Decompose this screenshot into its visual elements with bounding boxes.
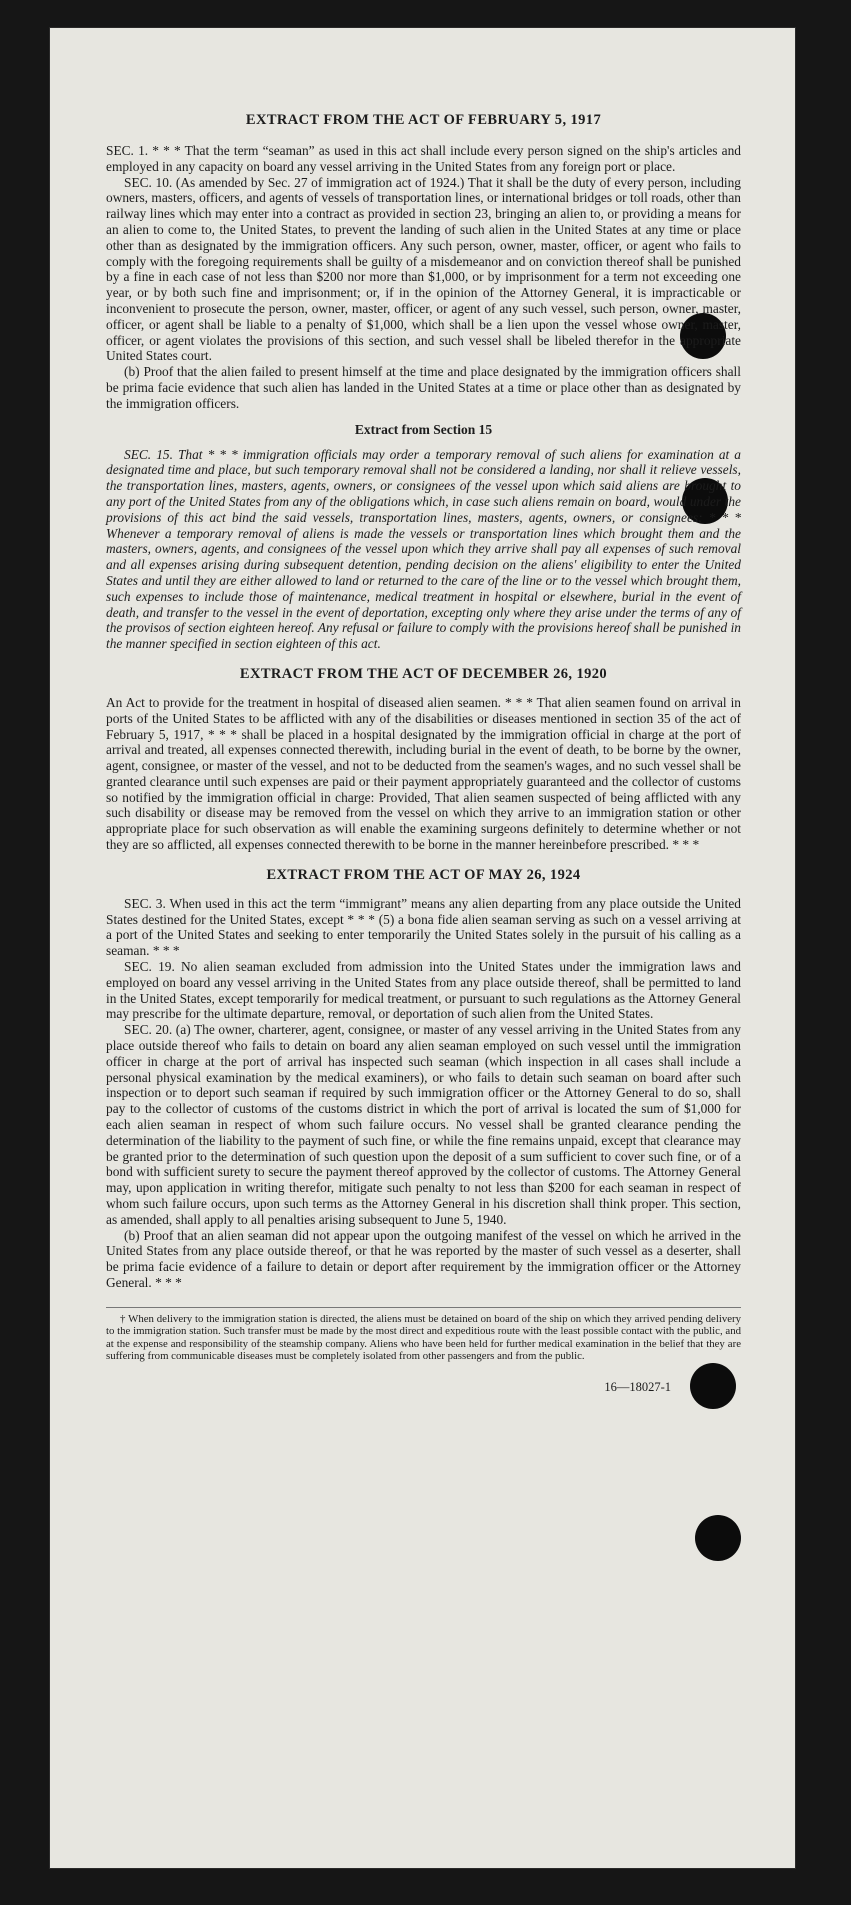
document-body [106, 112, 741, 1395]
paragraph-sec-1: SEC. 1. * * * That the term “seaman” as used in this act shall include every person signed on the ship's articles and employed in any capacity on board any vessel arriving in the United States from any foreign port or place. [106, 143, 741, 174]
paragraph-sec-10: SEC. 10. (As amended by Sec. 27 of immigration act of 1924.) That it shall be the duty of every person, including owners, masters, officers, and agents of vessels of transportation lines, or international bridges or toll roads, other than railway lines which may enter into a contract as provided in section 23, bringing an alien to, or providing a means for an alien to come to, the United States, to prevent the landing of such alien in the United States at any time or place other than as designated by the immigration officers. Any such person, owner, master, officer, or agent who fails to comply with the foregoing requirements shall be guilty of a misdemeanor and on conviction thereof shall be punished by a fine in each case of not less than $200 nor more than $1,000, or by imprisonment for a term not exceeding one year, or by both such fine and imprisonment; or, if in the opinion of the Attorney General, it is impracticable or inconvenient to prosecute the person, owner, master, officer, or agent of any such vessel, such person, owner, master, officer, or agent shall be liable to a penalty of $1,000, which shall be a lien upon the vessel whose owner, master, officer, or agent violates the provisions of this section, and such vessel shall be libeled therefor in the appropriate United States court. [106, 174, 741, 364]
paragraph-sec-20b: (b) Proof that an alien seaman did not appear upon the outgoing manifest of the vessel on which he arrived in the United States from any place outside thereof, or that he was reported by the master of such vessel as a deserter, shall be prima facie evidence of a failure to detain or deport after requirement by the immigration officer or the Attorney General. * * * [106, 1227, 741, 1290]
punch-hole [695, 1515, 741, 1561]
paragraph-sec-3: SEC. 3. When used in this act the term “immigrant” means any alien departing from any place outside the United States destined for the United States, except * * * (5) a bona fide alien seaman serving as such on a vessel arriving at a port of the United States and seeking to enter temporarily the United States solely in the pursuit of his calling as a seaman. * * * [106, 895, 741, 959]
section-heading: EXTRACT FROM THE ACT OF MAY 26, 1924 [266, 866, 581, 883]
paragraph-sec-19: SEC. 19. No alien seaman excluded from admission into the United States under the immigration laws and employed on board any vessel arriving in the United States from any place outside thereof, shall be permitted to land in the United States, except temporarily for medical treatment, or pursuant to such regulations as the Attorney General may prescribe for the ultimate departure, removal, or deportation of such alien from the United States. [106, 959, 741, 1022]
paragraph-sec-15: SEC. 15. That * * * immigration officials may order a temporary removal of such aliens for examination at a designated time and place, but such temporary removal shall not be considered a landing, nor shall it relieve vessels, the transportation lines, masters, agents, owners, or consignees of the vessel upon which said aliens are brought to any port of the United States from any of the obligations which, in case such aliens remain on board, would under the provisions of this act bind the said vessels, transportation lines, masters, agents, owners, or consignees: * * * Whenever a temporary removal of aliens is made the vessels or transportation lines which brought them and the masters, owners, agents, and consignees of the vessel upon which they arrive shall pay all expenses of such removal and all expenses arising during subsequent detention, pending decision on the aliens' eligibility to enter the United States and until they are either allowed to land or returned to the care of the line or to the vessel which brought them, such expenses to include those of maintenance, medical treatment in hospital or elsewhere, burial in the event of death, and transfer to the vessel in the event of deportation, excepting only where they arise under the terms of any of the provisos of section eighteen hereof. Any refusal or failure to comply with the provisions hereof shall be punished in the manner specified in section eighteen of this act. [106, 446, 741, 652]
section-heading: EXTRACT FROM THE ACT OF DECEMBER 26, 1920 [239, 665, 608, 682]
document-page [50, 28, 795, 1868]
section-heading: EXTRACT FROM THE ACT OF FEBRUARY 5, 1917 [245, 112, 602, 128]
form-code: 16—18027-1 [604, 1380, 671, 1395]
section-heading: Extract from Section 15 [354, 421, 493, 437]
paragraph-sec-10b: (b) Proof that the alien failed to present himself at the time and place designated by the immigration officers shall be prima facie evidence that such alien has landed in the United States at a time or place other than as designated by the immigration officers. [106, 364, 741, 411]
paragraph-act-1920: An Act to provide for the treatment in hospital of diseased alien seamen. * * * That alien seamen found on arrival in ports of the United States to be afflicted with any of the disabilities or diseases mentioned in section 35 of the act of February 5, 1917, * * * shall be placed in a hospital designated by the immigration official in charge at the port of arrival and treated, all expenses connected therewith, including burial in the event of death, to be borne by the owner, agent, consignee, or master of the vessel, and not to be deducted from the seamen's wages, and no such vessel shall be granted clearance until such expenses are paid or their payment appropriately guaranteed and the collector of customs so notified by the immigration official in charge: Provided, That alien seamen suspected of being afflicted with any such disability or disease may be removed from the vessel on which they arrive to an immigration station or other appropriate place for such observation as will enable the examining surgeons definitely to determine whether or not they are so afflicted, all expenses connected therewith to be borne in the manner hereinbefore prescribed. * * * [106, 694, 741, 853]
footnote: † When delivery to the immigration station is directed, the aliens must be detained on board of the ship on which they arrived pending delivery to the immigration station. Such transfer must be made by the most direct and expeditious route with the least possible contact with the public, and at the expense and responsibility of the steamship company. Aliens who have been held for further medical examination in the belief that they are suffering from communicable diseases must be completely isolated from other passengers and from the public. [106, 1307, 741, 1363]
paragraph-sec-20a: SEC. 20. (a) The owner, charterer, agent, consignee, or master of any vessel arriving in the United States from any place outside thereof who fails to detain on board any alien seaman employed on such vessel until the immigration officer in charge at the port of arrival has inspected such seaman (which inspection in all cases shall include a personal physical examination by the medical examiners), or who fails to detain such seaman on board after such inspection or to deport such seaman if required by such immigration officer or the Attorney General to do so, shall pay to the collector of customs of the customs district in which the port of arrival is located the sum of $1,000 for each alien seaman in respect of whom such failure occurs. No vessel shall be granted clearance pending the determination of the liability to the payment of such fine, or while the fine remains unpaid, except that clearance may be granted prior to the determination of such question upon the deposit of a sum sufficient to cover such fine, or of a bond with sufficient surety to secure the payment thereof approved by the collector of customs. The Attorney General may, upon application in writing therefor, mitigate such penalty to not less than $200 for each seaman in respect of whom such failure occurs, upon such terms as the Attorney General in his discretion shall think proper. This section, as amended, shall apply to all penalties arising subsequent to June 5, 1940. [106, 1022, 741, 1227]
